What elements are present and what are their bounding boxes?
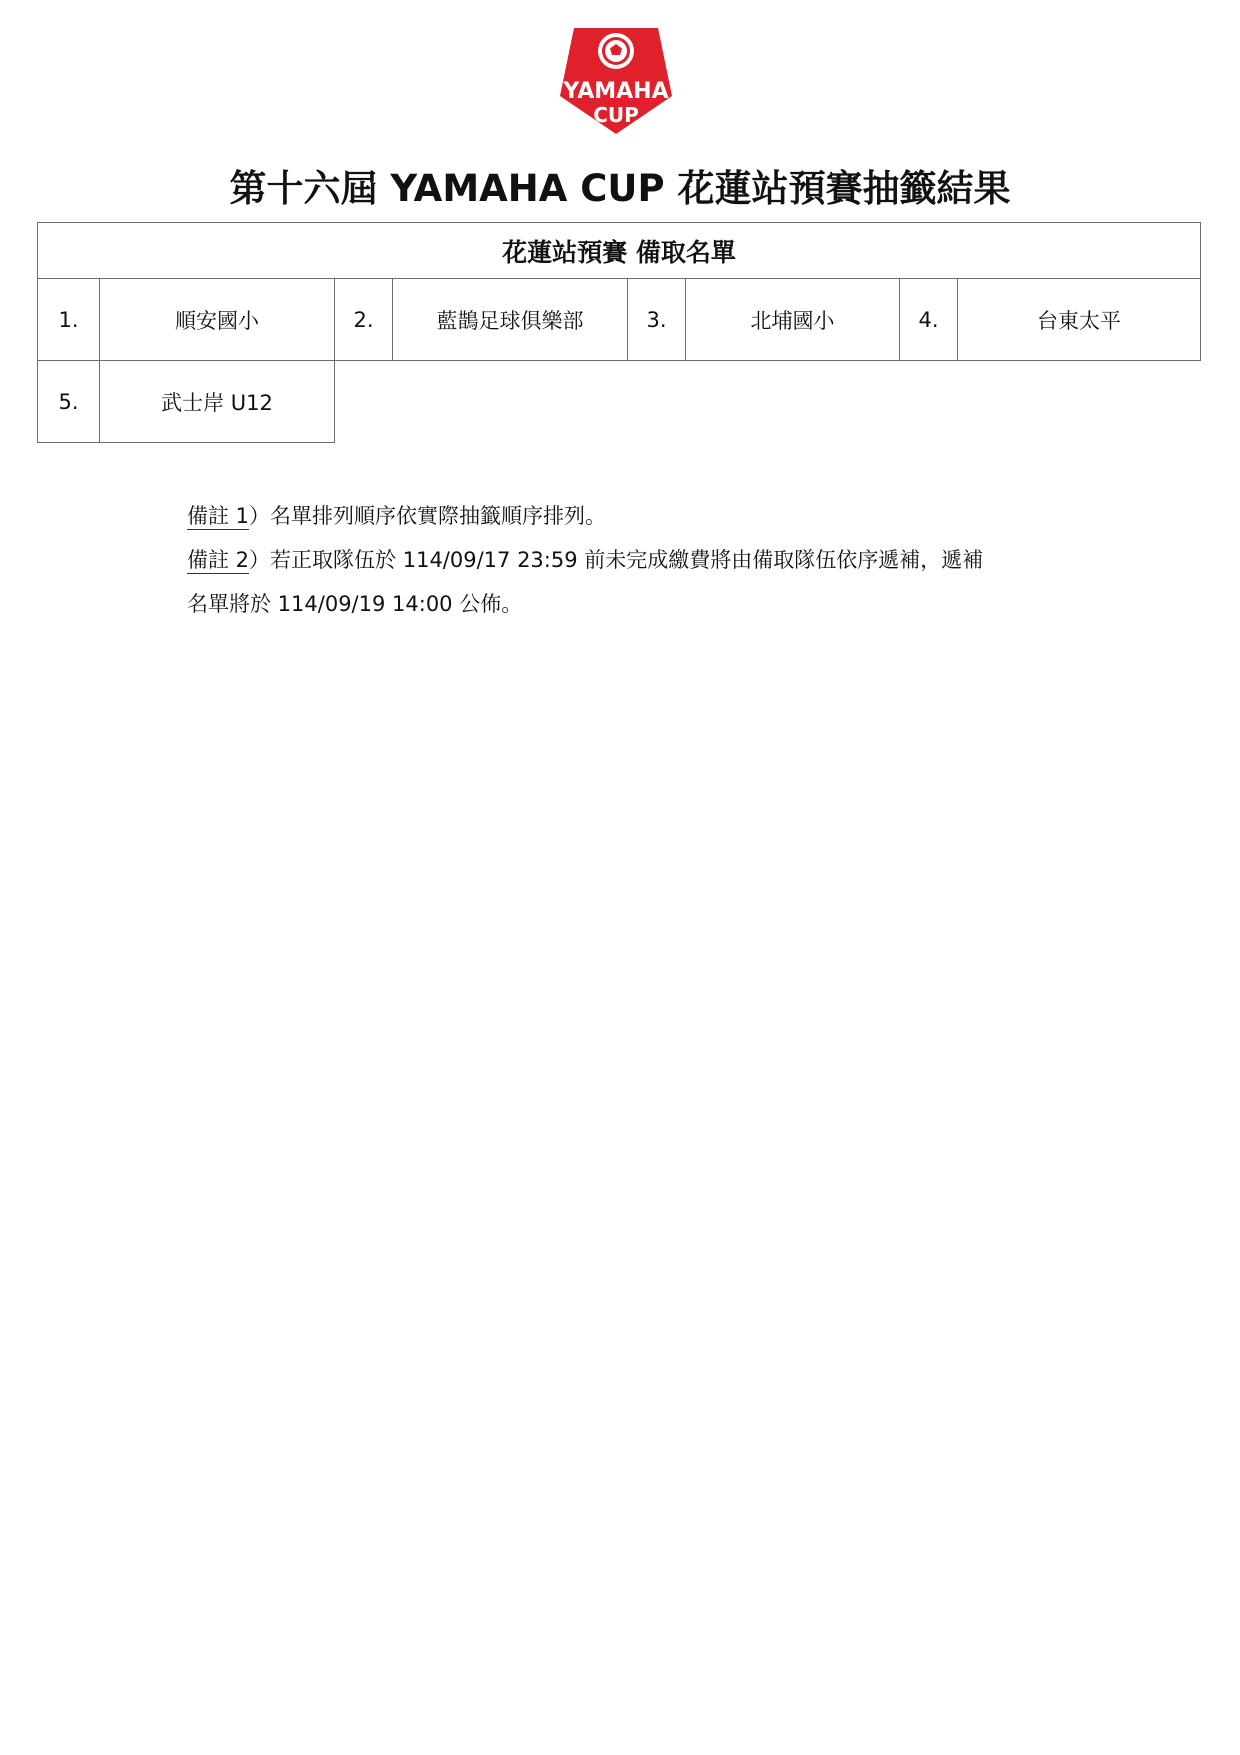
note-text: ）名單排列順序依實際抽籤順序排列。 <box>249 504 607 528</box>
entry-number: 4. <box>900 279 958 361</box>
team-name: 北埔國小 <box>686 279 900 361</box>
page-title: 第十六屆 YAMAHA CUP 花蓮站預賽抽籤結果 <box>229 167 1011 210</box>
note-text: ）若正取隊伍於 114/09/17 23:59 前未完成繳費將由備取隊伍依序遞補，遞補 <box>249 548 984 572</box>
team-name: 台東太平 <box>958 279 1201 361</box>
team-name: 藍鵲足球俱樂部 <box>393 279 628 361</box>
table-header: 花蓮站預賽 備取名單 <box>38 223 1201 279</box>
entry-number: 5. <box>38 361 100 443</box>
yamaha-cup-logo <box>554 22 678 138</box>
logo-text-cup: CUP <box>593 103 639 127</box>
note-label: 備註 2 <box>187 548 250 572</box>
soccer-ball-icon <box>602 37 630 65</box>
reserve-list-table <box>37 222 1201 443</box>
entry-number: 2. <box>335 279 393 361</box>
logo-text-yamaha: YAMAHA <box>563 79 669 104</box>
entry-number: 1. <box>38 279 100 361</box>
note-1 <box>187 494 983 538</box>
note-label: 備註 1 <box>187 504 250 528</box>
empty-cell <box>335 361 1201 443</box>
note-2 <box>187 538 983 582</box>
note-2-continued: 名單將於 114/09/19 14:00 公佈。 <box>187 592 523 616</box>
table-row <box>38 361 1201 443</box>
notes-section <box>187 494 983 626</box>
team-name: 武士岸 U12 <box>100 361 335 443</box>
entry-number: 3. <box>628 279 686 361</box>
table-row <box>38 279 1201 361</box>
team-name: 順安國小 <box>100 279 335 361</box>
